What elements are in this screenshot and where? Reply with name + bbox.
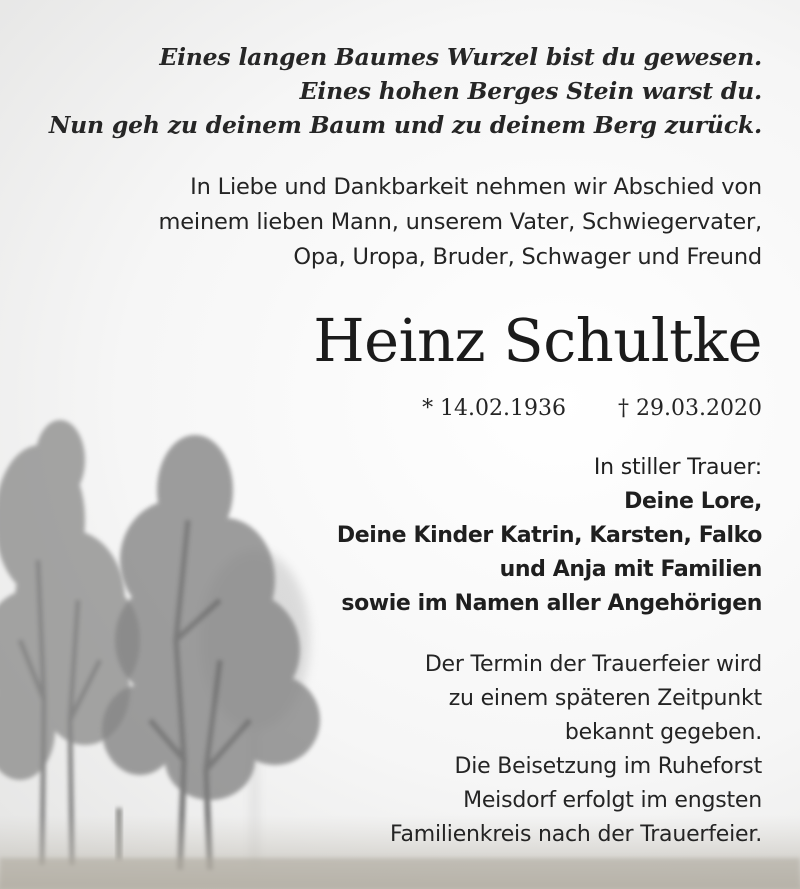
notice-line: Familienkreis nach der Trauerfeier. [390,822,762,847]
funeral-notice [390,648,762,852]
notice-line: Die Beisetzung im Ruheforst [454,754,762,779]
poem-line: Eines langen Baumes Wurzel bist du gewesen. [159,43,762,71]
notice-line: Der Termin der Trauerfeier wird [424,652,762,677]
birth-date: * 14.02.1936 [422,396,567,421]
intro-line: In Liebe und Dankbarkeit nehmen wir Abschied von [190,174,762,200]
notice-line: zu einem späteren Zeitpunkt [448,686,762,711]
notice-line: bekannt gegeben. [564,720,762,745]
mourner-line: Deine Kinder Katrin, Karsten, Falko [336,523,762,548]
poem-line: Eines hohen Berges Stein warst du. [299,77,762,105]
poem [49,40,762,142]
intro-line: meinem lieben Mann, unserem Vater, Schwiegervater, [158,209,762,235]
deceased-name: Heinz Schultke [313,306,762,375]
poem-line: Nun geh zu deinem Baum und zu deinem Berg zurück. [48,111,762,139]
mourner-line: Deine Lore, [624,489,762,514]
grass-strip [0,858,800,889]
mourning-heading: In stiller Trauer: [593,455,762,480]
mourners-section [337,451,762,621]
life-dates [422,391,762,427]
main-tree [102,435,320,870]
death-date: † 29.03.2020 [618,396,762,421]
intro-line: Opa, Uropa, Bruder, Schwager und Freund [293,244,762,270]
farewell-intro [159,170,762,275]
notice-line: Meisdorf erfolgt im engsten [463,788,762,813]
mourner-line: sowie im Namen aller Angehörigen [341,591,762,616]
mourner-line: und Anja mit Familien [499,557,762,582]
